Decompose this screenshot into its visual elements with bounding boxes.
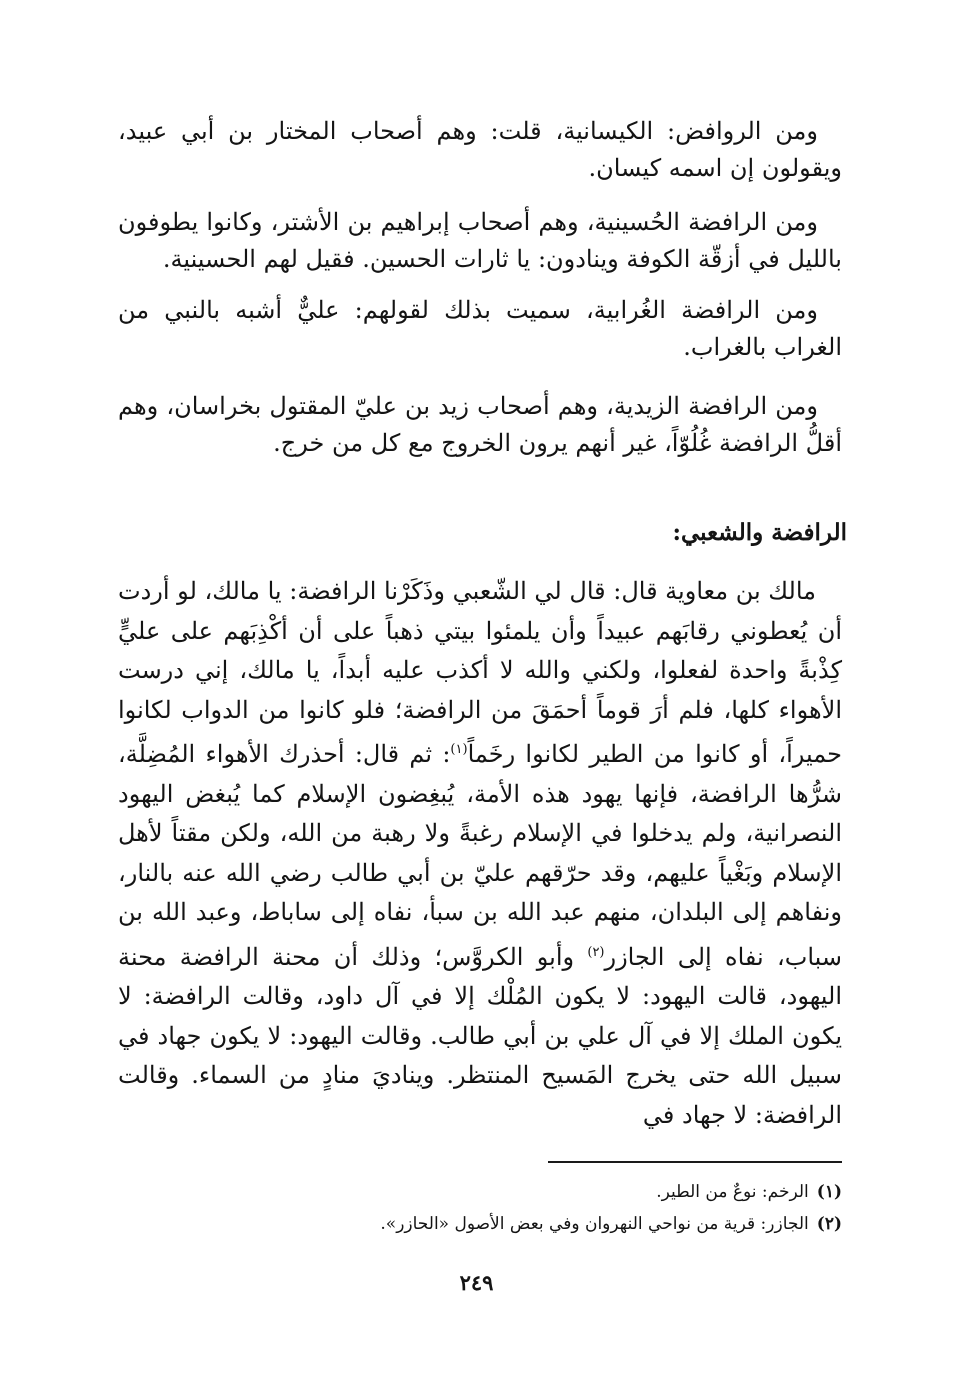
footnote-2	[118, 1208, 842, 1240]
footnote-divider	[548, 1161, 842, 1163]
footnote-ref-1[interactable]: (١)	[450, 742, 468, 757]
narration-text	[118, 572, 842, 1135]
footnote-marker: (٢)	[816, 1214, 842, 1234]
footnote-text: الرخم: نوعٌ من الطير.	[656, 1182, 809, 1202]
footnote-marker: (١)	[816, 1182, 842, 1202]
paragraph-kaysaniyya	[118, 113, 842, 187]
paragraph-text: ومن الرافضة الزيدية، وهم أصحاب زيد بن عليّ المقتول بخراسان، وهم أقلُّ الرافضة غُلُوّاً، غير أنهم يرون الخروج مع كل من خرج.	[118, 392, 842, 457]
narration-part: مالك بن معاوية قال: قال لي الشّعبي وذَكَرْنا الرافضة: يا مالك، لو أردت أن يُعطوني رقابَهم عبيداً وأن يلمئوا بيتي ذهباً على أن أكْذِبَهم على عليٍّ كِذْبةً واحدة لفعلوا، ولكني والله لا أكذب عليه أبداً، يا مالك، إني درست الأهواء كلها، فلم أرَ قوماً أحمَقَ من الرافضة؛ فلو كانوا من الدواب لكانوا حميراً، أو كانوا من الطير لكانوا رخَماً	[118, 577, 842, 768]
footnote-1	[118, 1176, 842, 1208]
narration-part: : ثم قال: أحذرك الأهواء المُضِلَّة، شرُّها الرافضة، فإنها يهود هذه الأمة، يُبغِضون الإسلام كما يُبغض اليهود النصرانية، ولم يدخلوا في الإسلام رغبةً ولا رهبة من الله، ولكن مقتاً لأهل الإسلام وبَغْياً عليهم، وقد حرّقهم عليّ بن أبي طالب رضي الله عنه بالنار، ونفاهم إلى البلدان، منهم عبد الله بن سبأ، نفاه إلى ساباط، وعبد الله بن سباب، نفاه إلى الجازر	[118, 740, 843, 971]
page-number: ٢٤٩	[459, 1270, 494, 1295]
footnote-ref-2[interactable]: (٢)	[587, 944, 605, 960]
footnotes	[118, 1176, 842, 1240]
paragraph-ghurabiyya	[118, 292, 842, 366]
paragraph-zaydiyya	[118, 388, 842, 462]
narration-part: وأبو الكروَّس؛ وذلك أن محنة الرافضة محنة اليهود، قالت اليهود: لا يكون المُلْك إلا في آل داود، وقالت الرافضة: لا يكون الملك إلا في آل علي بن أبي طالب. وقالت اليهود: لا يكون جهاد في سبيل الله حتى يخرج المَسيح المنتظر. ويناديَ منادٍ من السماء. وقالت الرافضة: لا جهاد في	[118, 942, 842, 1129]
paragraph-text: ومن الرافضة الحُسينية، وهم أصحاب إبراهيم بن الأشتر، وكانوا يطوفون بالليل في أزقّة الكوفة وينادون: يا ثارات الحسين. فقيل لهم الحسينية.	[118, 208, 842, 273]
paragraph-husayniyya	[118, 204, 842, 278]
section-heading: الرافضة والشعبي:	[672, 519, 847, 546]
paragraph-text: ومن الروافض: الكيسانية، قلت: وهم أصحاب المختار بن أبي عبيد، ويقولون إن اسمه كيسان.	[118, 117, 842, 182]
paragraph-text: ومن الرافضة الغُرابية، سميت بذلك لقولهم: عليٌّ أشبه بالنبي من الغراب بالغراب.	[118, 296, 842, 361]
footnote-text: الجازر: قرية من نواحي النهروان وفي بعض الأصول «الحازر».	[380, 1214, 809, 1234]
main-narration	[118, 572, 842, 1135]
